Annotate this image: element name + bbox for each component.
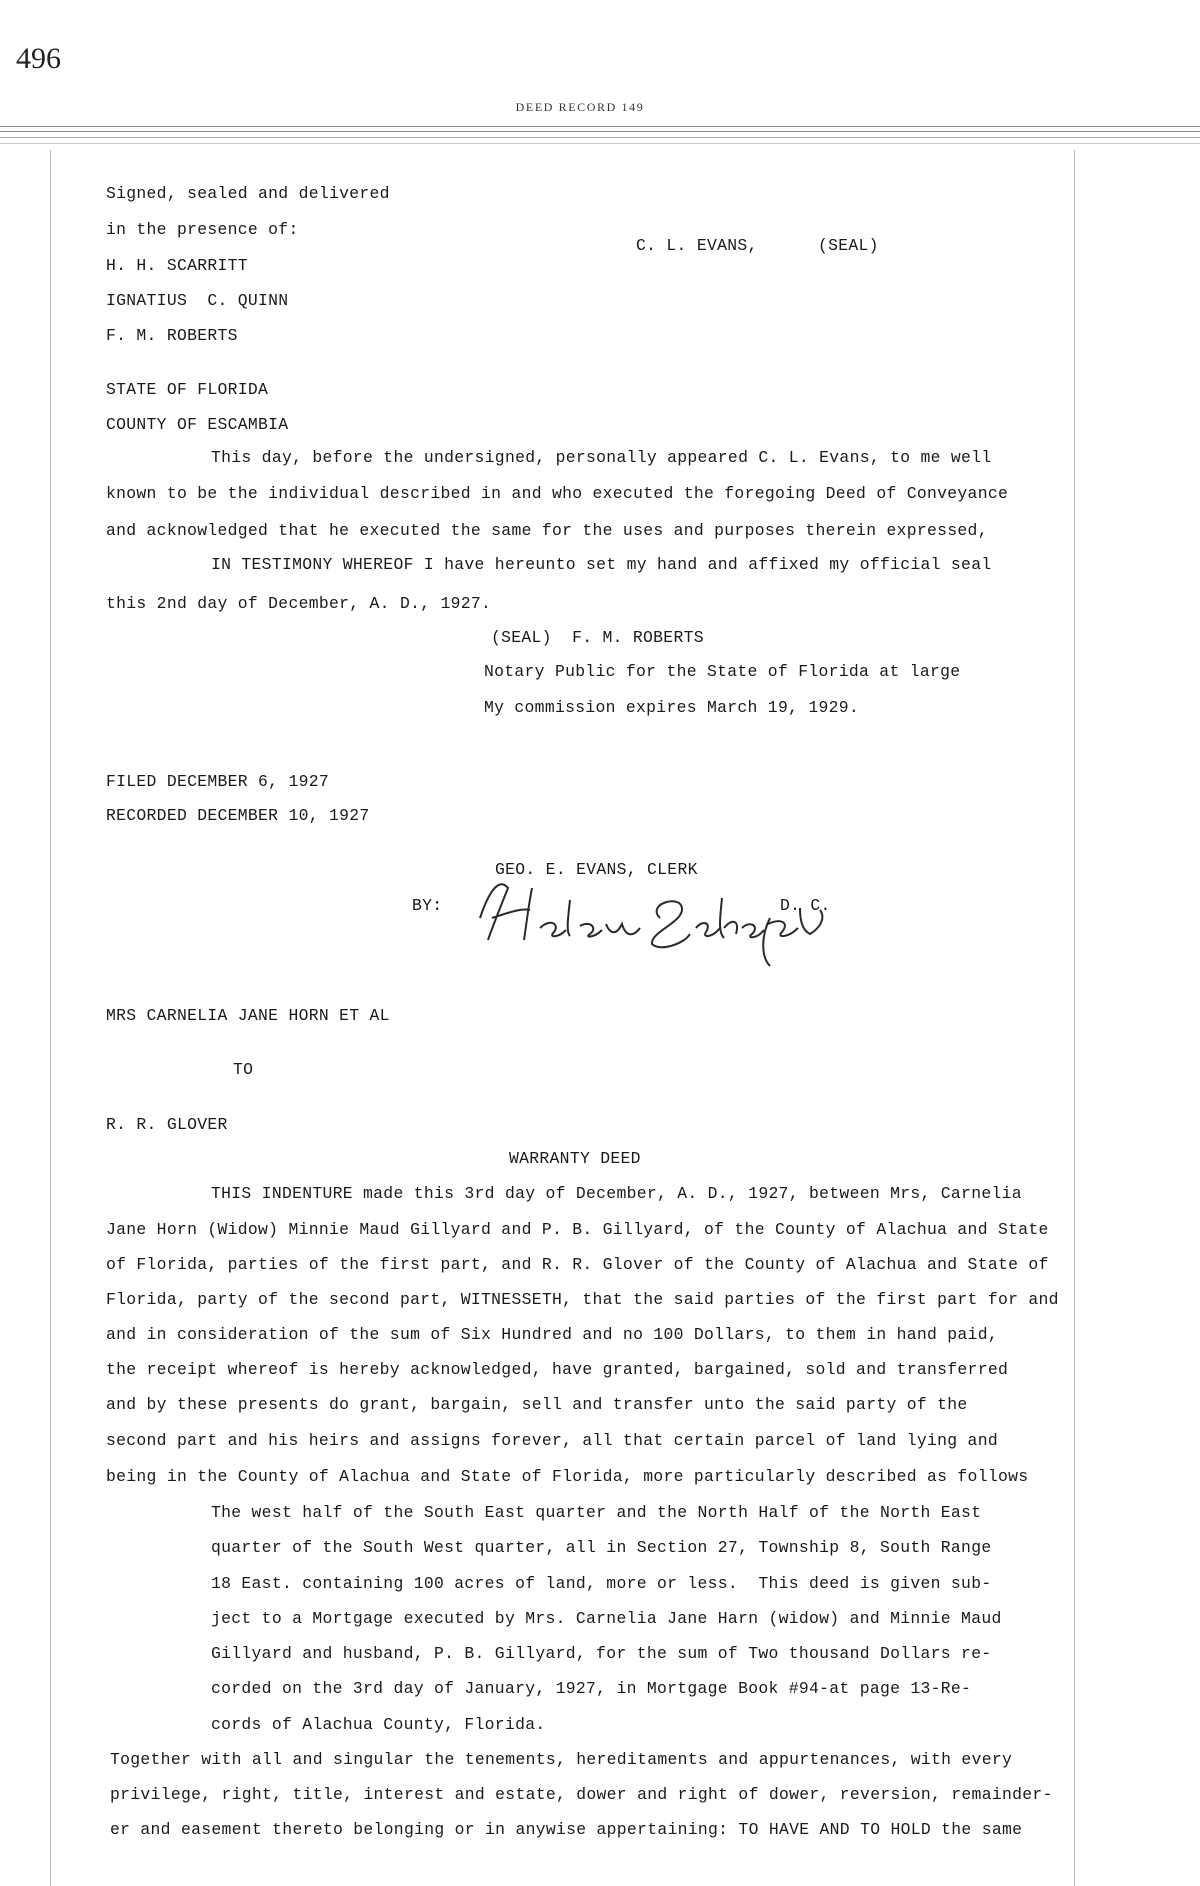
ack-state: STATE OF FLORIDA	[106, 380, 269, 399]
notary-line: (SEAL) F. M. ROBERTS	[491, 628, 704, 647]
land-description-line: 18 East. containing 100 acres of land, more or less. This deed is given sub-	[211, 1574, 992, 1593]
ack-body-line: This day, before the undersigned, personally appeared C. L. Evans, to me well	[211, 448, 992, 467]
habendum-line: privilege, right, title, interest and estate, dower and right of dower, reversion, remainder-	[110, 1785, 1053, 1804]
left-margin-rule	[50, 150, 51, 1886]
deed-opening-line: the receipt whereof is hereby acknowledged, have granted, bargained, sold and transferred	[106, 1360, 1009, 1379]
filed-date: FILED DECEMBER 6, 1927	[106, 772, 329, 791]
land-description-line: Gillyard and husband, P. B. Gillyard, for the sum of Two thousand Dollars re-	[211, 1644, 992, 1663]
land-description-line: cords of Alachua County, Florida.	[211, 1715, 546, 1734]
ack-body-line: and acknowledged that he executed the same for the uses and purposes therein expressed,	[106, 521, 988, 540]
deed-opening-line: THIS INDENTURE made this 3rd day of December, A. D., 1927, between Mrs, Carnelia	[211, 1184, 1022, 1203]
clerk-name: GEO. E. EVANS, CLERK	[495, 860, 698, 879]
recorded-date: RECORDED DECEMBER 10, 1927	[106, 806, 370, 825]
witness-line: IGNATIUS C. QUINN	[106, 291, 289, 310]
header-rule-4	[0, 143, 1200, 144]
ack-body-line: IN TESTIMONY WHEREOF I have hereunto set my hand and affixed my official seal	[211, 555, 992, 574]
grantee-party: R. R. GLOVER	[106, 1115, 228, 1134]
land-description-line: The west half of the South East quarter and the North Half of the North East	[211, 1503, 982, 1522]
witness-line: Signed, sealed and delivered	[106, 184, 390, 203]
header-rule-3	[0, 137, 1200, 138]
grantor-seal: (SEAL)	[818, 236, 879, 255]
right-margin-rule	[1074, 150, 1075, 1886]
habendum-line: Together with all and singular the tenements, hereditaments and appurtenances, with every	[110, 1750, 1013, 1769]
deed-opening-line: of Florida, parties of the first part, and R. R. Glover of the County of Alachua and State of	[106, 1255, 1049, 1274]
witness-line: F. M. ROBERTS	[106, 326, 238, 345]
ack-body-line: this 2nd day of December, A. D., 1927.	[106, 594, 492, 613]
grantor-signature: C. L. EVANS,	[636, 236, 758, 255]
ack-county: COUNTY OF ESCAMBIA	[106, 415, 289, 434]
parties-to: TO	[233, 1060, 254, 1079]
land-description-line: quarter of the South West quarter, all in Section 27, Township 8, South Range	[211, 1538, 992, 1557]
header-rule-2	[0, 131, 1200, 132]
grantor-parties: MRS CARNELIA JANE HORN ET AL	[106, 1006, 390, 1025]
deed-opening-line: being in the County of Alachua and State of Florida, more particularly described as follows	[106, 1467, 1029, 1486]
deed-opening-line: second part and his heirs and assigns forever, all that certain parcel of land lying and	[106, 1431, 998, 1450]
ack-body-line: known to be the individual described in and who executed the foregoing Deed of Conveyance	[106, 484, 1009, 503]
by-label: BY:	[412, 896, 443, 915]
notary-line: My commission expires March 19, 1929.	[484, 698, 860, 717]
deed-opening-line: Florida, party of the second part, WITNESSETH, that the said parties of the first part for and	[106, 1290, 1059, 1309]
notary-line: Notary Public for the State of Florida at large	[484, 662, 961, 681]
page-number: 496	[16, 42, 61, 75]
deed-opening-line: Jane Horn (Widow) Minnie Maud Gillyard and P. B. Gillyard, of the County of Alachua and State	[106, 1220, 1049, 1239]
clerk-handwritten-signature	[470, 848, 840, 968]
deed-opening-line: and in consideration of the sum of Six Hundred and no 100 Dollars, to them in hand paid,	[106, 1325, 998, 1344]
deed-opening-line: and by these presents do grant, bargain, sell and transfer unto the said party of the	[106, 1395, 968, 1414]
deed-record-header: DEED RECORD 149	[515, 100, 645, 114]
witness-line: in the presence of:	[106, 220, 299, 239]
witness-line: H. H. SCARRITT	[106, 256, 248, 275]
header-rule-1	[0, 126, 1200, 127]
land-description-line: ject to a Mortgage executed by Mrs. Carnelia Jane Harn (widow) and Minnie Maud	[211, 1609, 1002, 1628]
signature-text: Helen Schaefer	[470, 963, 477, 964]
deputy-clerk-label: D. C.	[780, 896, 831, 915]
deed-title: WARRANTY DEED	[509, 1149, 641, 1168]
habendum-line: er and easement thereto belonging or in anywise appertaining: TO HAVE AND TO HOLD the same	[110, 1820, 1023, 1839]
land-description-line: corded on the 3rd day of January, 1927, in Mortgage Book #94-at page 13-Re-	[211, 1679, 972, 1698]
